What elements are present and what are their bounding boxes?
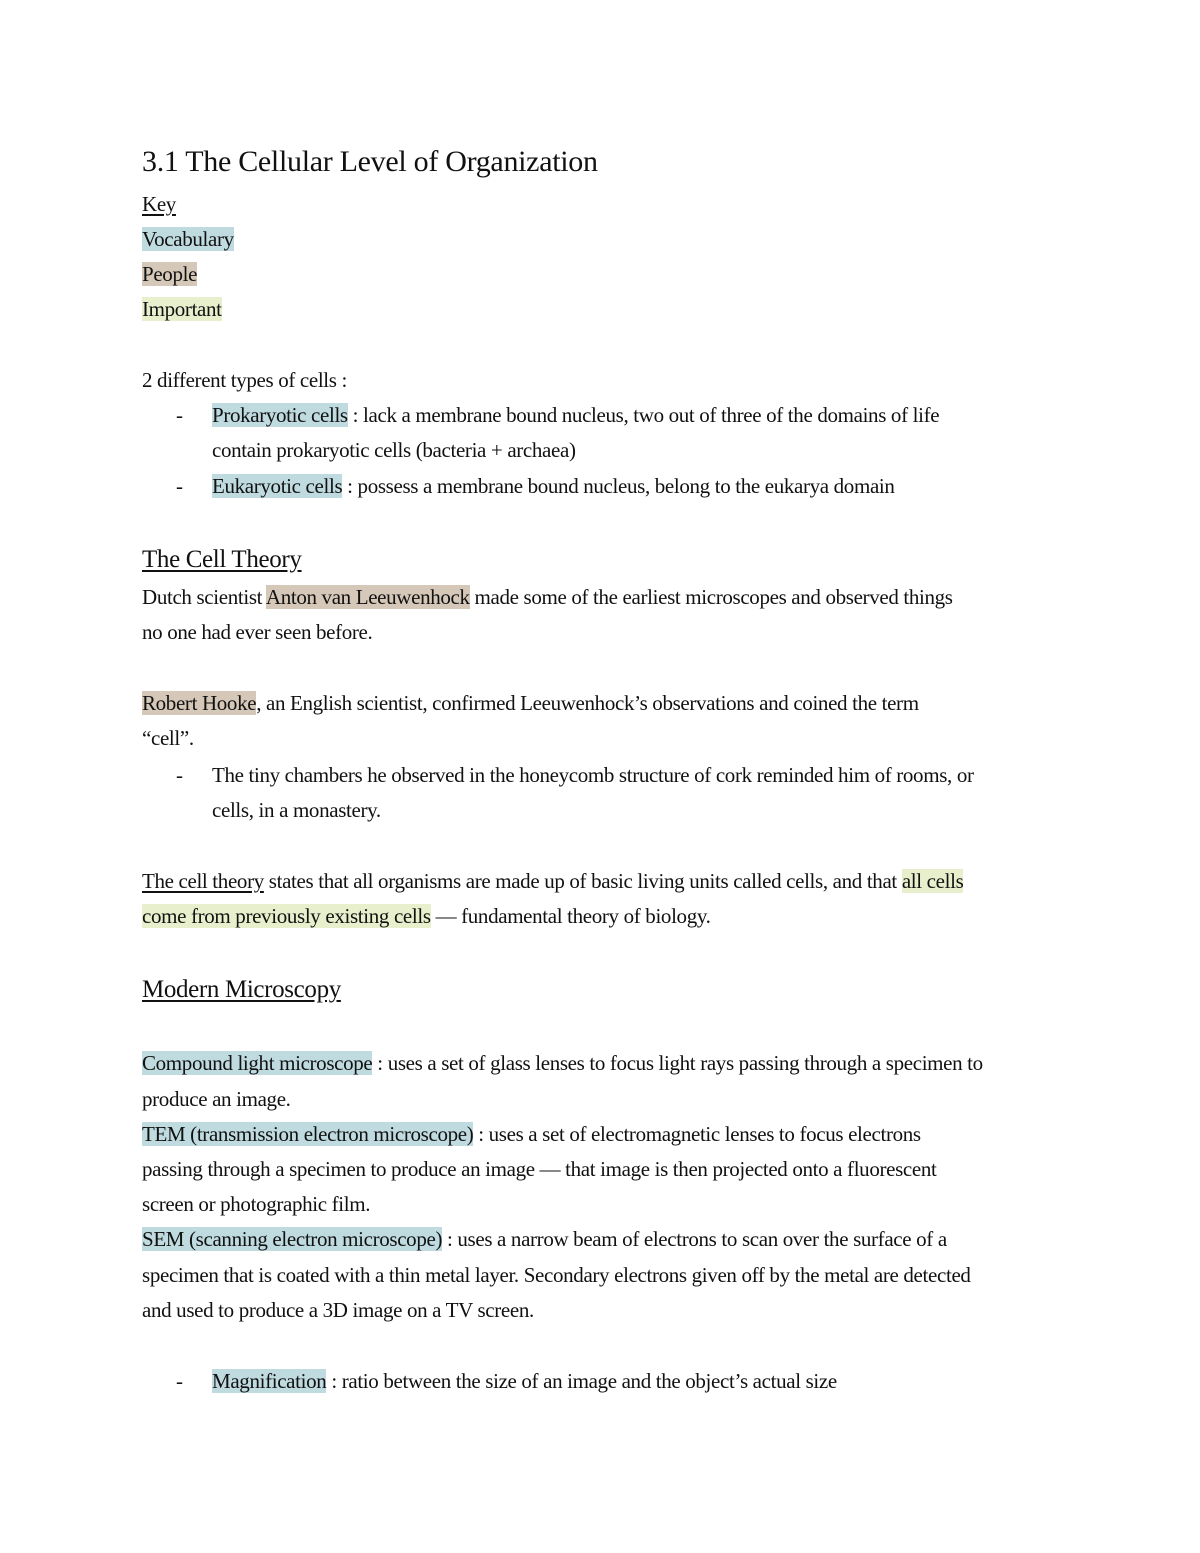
text: screen or photographic film.	[142, 1192, 371, 1216]
text: specimen that is coated with a thin metal layer. Secondary electrons given off by the metal are detected	[142, 1263, 971, 1287]
page-title: 3.1 The Cellular Level of Organization	[142, 145, 598, 178]
term-magnification: Magnification	[212, 1369, 327, 1393]
term-prokaryotic: Prokaryotic cells	[212, 403, 348, 427]
text: — fundamental theory of biology.	[430, 904, 711, 928]
text: : lack a membrane bound nucleus, two out of three of the domains of life	[347, 403, 940, 427]
bullet-dash: -	[176, 1369, 183, 1393]
term-eukaryotic: Eukaryotic cells	[212, 474, 343, 498]
term-tem: TEM (transmission electron microscope)	[142, 1122, 474, 1146]
text: : ratio between the size of an image and the object’s actual size	[326, 1369, 837, 1393]
heading-cell-theory: The Cell Theory	[142, 546, 302, 573]
term-sem: SEM (scanning electron microscope)	[142, 1227, 443, 1251]
text: states that all organisms are made up of basic living units called cells, and that	[263, 869, 902, 893]
text: cells, in a monastery.	[212, 798, 381, 822]
magnification-item	[212, 1364, 837, 1399]
person-hooke: Robert Hooke	[142, 691, 257, 715]
prokaryotic-item	[212, 398, 939, 433]
paragraph	[142, 580, 953, 615]
paragraph	[142, 899, 711, 934]
paragraph	[142, 1222, 947, 1257]
term-cell-theory: The cell theory	[142, 869, 264, 893]
types-intro: 2 different types of cells :	[142, 368, 347, 392]
text: and used to produce a 3D image on a TV screen.	[142, 1298, 534, 1322]
text: Dutch scientist	[142, 585, 266, 609]
key-label: Key	[142, 192, 176, 216]
text: : possess a membrane bound nucleus, belong to the eukarya domain	[342, 474, 895, 498]
text: : uses a set of electromagnetic lenses to focus electrons	[473, 1122, 921, 1146]
bullet-dash: -	[176, 403, 183, 427]
bullet-dash: -	[176, 763, 183, 787]
paragraph	[142, 1117, 921, 1152]
heading-microscopy: Modern Microscopy	[142, 976, 341, 1003]
eukaryotic-item	[212, 469, 895, 504]
key-vocabulary: Vocabulary	[142, 227, 234, 251]
person-leeuwenhock: Anton van Leeuwenhock	[265, 585, 470, 609]
text: no one had ever seen before.	[142, 620, 373, 644]
text: made some of the earliest microscopes and observed things	[469, 585, 953, 609]
text: : uses a set of glass lenses to focus light rays passing through a specimen to	[372, 1051, 983, 1075]
text: The tiny chambers he observed in the honeycomb structure of cork reminded him of rooms, or	[212, 763, 974, 787]
text: “cell”.	[142, 726, 194, 750]
term-compound: Compound light microscope	[142, 1051, 373, 1075]
key-important: Important	[142, 297, 222, 321]
important-text: all cells	[901, 869, 964, 893]
bullet-dash: -	[176, 474, 183, 498]
paragraph	[142, 686, 919, 721]
paragraph	[142, 1046, 983, 1081]
key-people: People	[142, 262, 198, 286]
text: , an English scientist, confirmed Leeuwenhock’s observations and coined the term	[256, 691, 919, 715]
paragraph	[142, 864, 963, 899]
text: : uses a narrow beam of electrons to scan over the surface of a	[442, 1227, 947, 1251]
text: passing through a specimen to produce an image — that image is then projected onto a fluorescent	[142, 1157, 937, 1181]
text: produce an image.	[142, 1087, 291, 1111]
text: contain prokaryotic cells (bacteria + archaea)	[212, 438, 576, 462]
important-text: come from previously existing cells	[142, 904, 431, 928]
